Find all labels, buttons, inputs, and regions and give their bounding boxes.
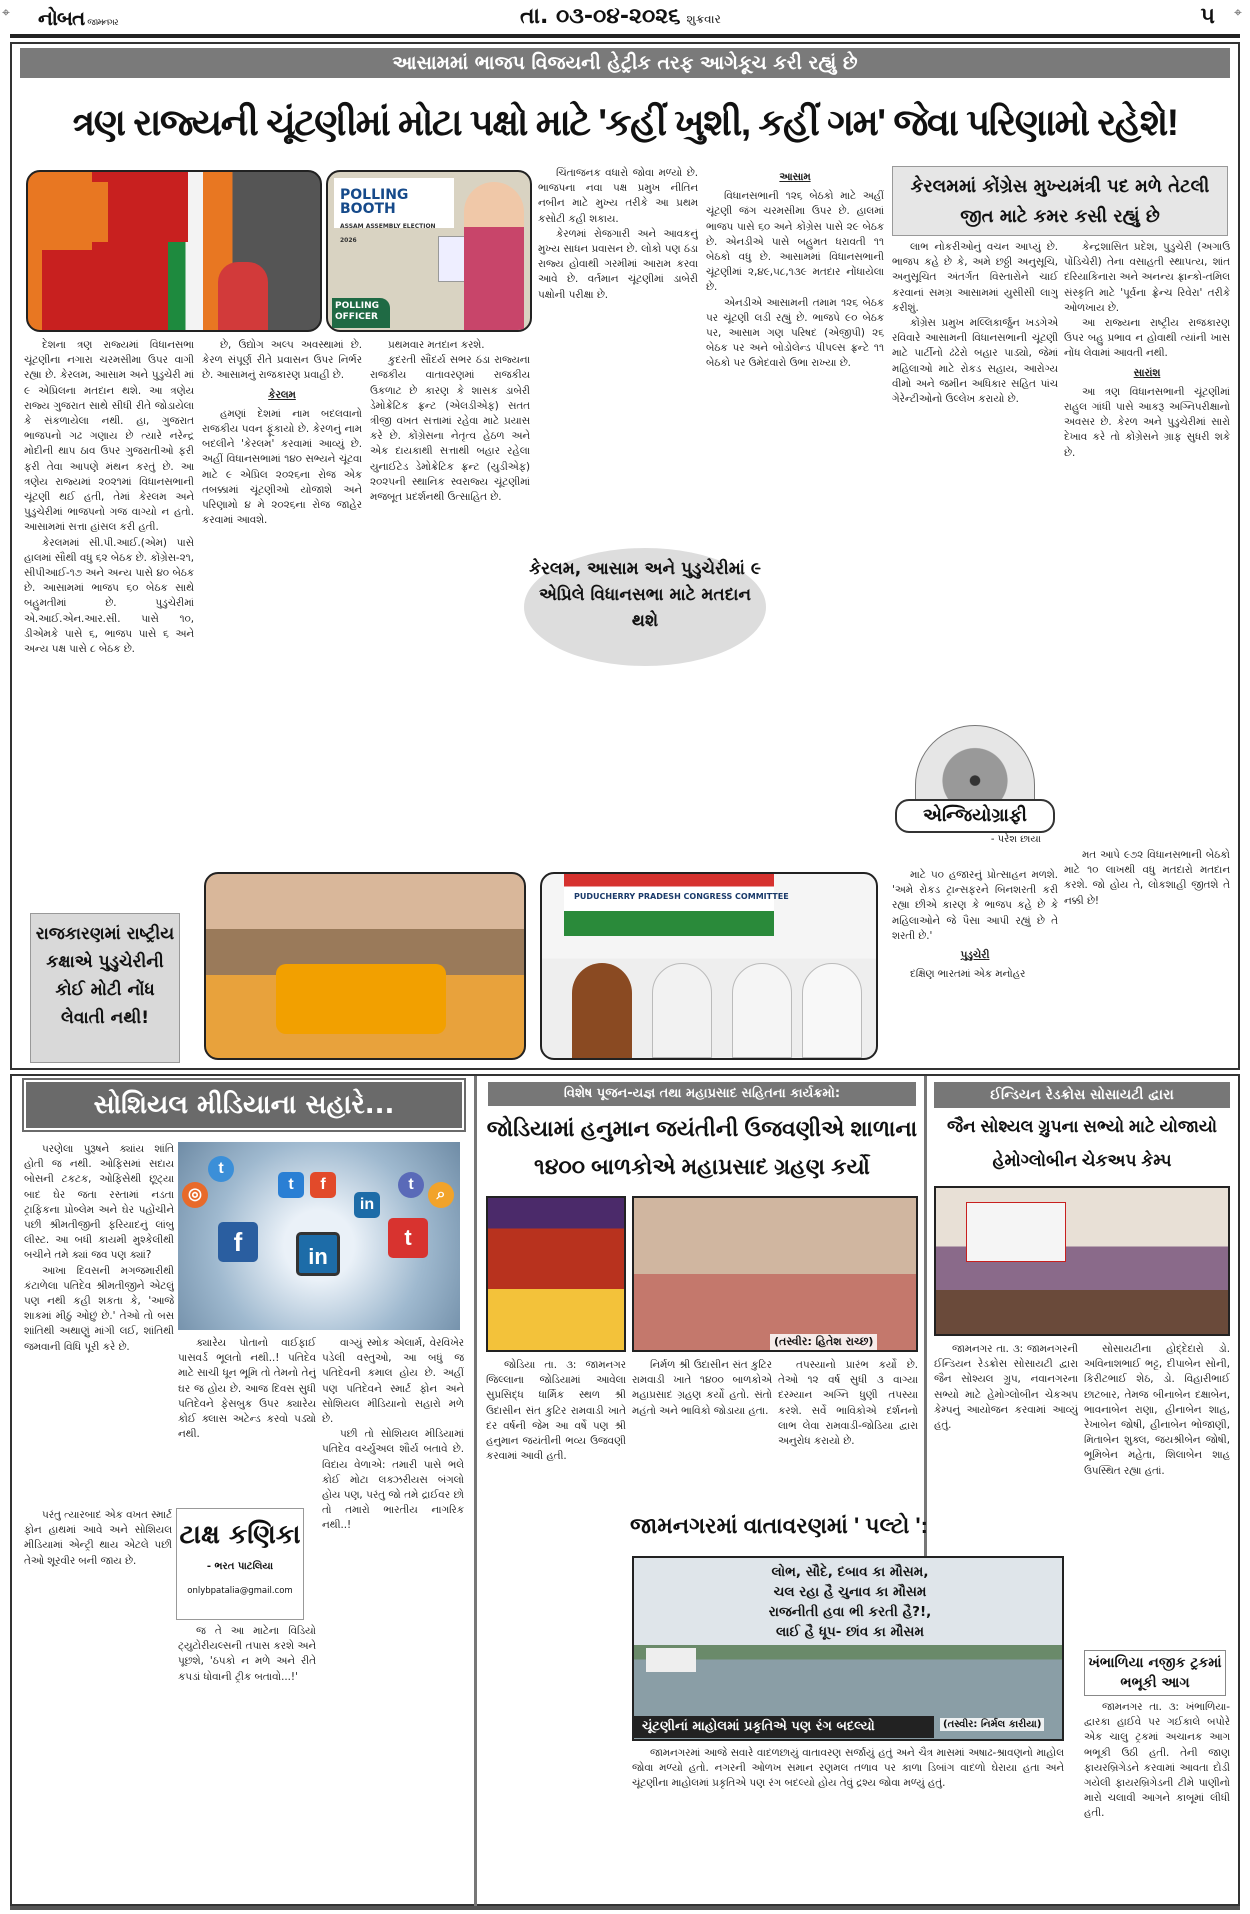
social-column-2b: જ તે આ માટેના વિડિયો ટ્યુટોરીયલ્સની તપાસ કરશે અને પૂછશે, 'ઠપકો ન મળે અને રીતે કપડાં ધોવાની ટ્રીક બતાવો...!' xyxy=(178,1625,316,1683)
jain-kicker: ઈન્ડિયન રેડક્રોસ સોસાયટી દ્વારા xyxy=(934,1082,1230,1108)
bjp-flag xyxy=(38,182,108,242)
instagram-icon: ◎ xyxy=(182,1182,208,1208)
subhead-kerala: કેરલમ xyxy=(268,388,296,401)
jain-column-1: જામનગર તા. ૩: જામનગરની ઈન્ડિયન રેડક્રોસ સોસાયટી દ્વારા જૈન સોશ્યલ ગ્રુપ, નવાનગરના સભ્યો માટે હેમોગ્લોબીન ચેકઅપ કેમ્પનું આયોજન કરવામાં આવ્યું હતું. xyxy=(934,1343,1078,1432)
twitter-icon: t xyxy=(278,1172,304,1198)
person-figure xyxy=(572,963,632,1058)
taksh-kanika-column-logo xyxy=(176,1508,304,1620)
lake-caption: ચૂંટણીનાં માહોલમાં પ્રકૃતિએ પણ રંગ બદલ્યો xyxy=(634,1716,934,1738)
jain-column-2: સોસાયટીના હોદ્દેદારો ડો. અવિનાશભાઈ ભટ્ટ, દીપાબેન સોની, કિરીટભાઈ શેઠ, ડો. વિહારીભાઈ છાટબાર, તેમજ બીનાબેન દક્ષાબેન, ભાવનાબેન રાણા, હીનાબેન શાહ, રેખાબેન જોષી, હીનાબેન ભોજાણી, મિતાબેન શુક્લ, જયશ્રીબેન જોષી, ભૂમિબેન મહેતા, શિલાબેન શાહ ઉપસ્થિત રહ્યા હતાં. xyxy=(1084,1343,1230,1477)
weather-headline: જામનગરમાં વાતાવરણમાં ' પલ્ટો ': xyxy=(630,1513,928,1538)
lead-column-9: મત આપે ૯૭૨ વિધાનસભાની બેઠકો માટે ૧૦ લાખથી વધુ મતદારો મતદાન કરશે. જો હોય તે, લોકશાહી જીતશે તે નક્કી છે! xyxy=(1064,849,1230,907)
social-column-1: પરણેલા પુરૂષને ક્યાંય શાંતિ હોતી જ નથી. ઓફિસમાં સદાય બોસની ટકટક, ઓફિસેથી છૂટ્યા બાદ ઘેર જતા રસ્તામાં નડતા ટ્રાફિકના પ્રોબ્લેમ અને ઘેર પહોંચીને પછી શ્રીમતીજીની ફરિયાદનું લાંબુ લીસ્ટ. આ બધી કાયમી મુશ્કેલીથી બચીને તમે ક્યાં જવ પણ ક્યાં? આખા દિવસની મગજમારીથી કંટાળેલા પતિદેવ શ્રીમતીજીને એટલું પણ નથી કહી શકતા કે, 'આજે શાકમાં મીઠું ઓછું છે.' તેઓ તો બસ શાંતિથી અથાણું માંગી લઈ, શાંતિથી જમવાની વિધિ પૂરી કરે છે. xyxy=(24,1143,174,1353)
page-bottom-rule xyxy=(10,1906,1240,1910)
lead-column-8: માટે ૫૦ હજારનું પ્રોત્સાહન મળશે. 'અમે રોકડ ટ્રાન્સફરને બિનશરતી કરી રહ્યા છીએ કારણ કે ભાજપ કહે છે કે મહિલાઓને જે પૈસા આપી રહ્યું છે તે શરતી છે.' પુડુચેરી દક્ષિણ ભારતમાં એક મનોહર xyxy=(892,869,1058,981)
column-divider xyxy=(924,1076,927,1636)
fire-body: જામનગર તા. ૩: ખંભાળિયા-દ્વારકા હાઈવે પર ગઈકાલે બપોરે એક ચાલુ ટ્રકમાં અચાનક આગ ભભૂકી ઉઠી હતી. તેની જાણ ફાયરબ્રિગેડને કરવામાં આવતા દોડી ગયેલી ફાયરબ્રિગેડની ટીમે પાણીનો મારો ચલાવી આગને કાબૂમાં લીધી હતી. xyxy=(1084,1701,1230,1820)
weather-body: જામનગરમાં આજે સવારે વાદળછાયું વાતાવરણ સર્જાયું હતું અને ચૈત્ર માસમાં અષાઢ-શ્રાવણનો માહોલ જોવા મળ્યો હતો. નગરની ઓળખ સમાન રણમલ તળાવ પર કાળા ડિબાંગ વાદળો ઘેરાયા હતા અને ચૂંટણીના માહોલમાં પ્રકૃતિએ પણ રંગ બદલ્યો હોય તેવું દ્રશ્ય જોવા મળ્યું હતું. xyxy=(632,1747,1064,1790)
jain-headline: જૈન સોશ્યલ ગ્રુપના સભ્યો માટે યોજાયો હેમોગ્લોબીન ચેકઅપ કેમ્પ xyxy=(946,1117,1218,1170)
facebook-icon: f xyxy=(218,1222,258,1262)
lead-headline: ત્રણ રાજ્યની ચૂંટણીમાં મોટા પક્ષો માટે 'કહીં ખુશી, કહીં ગમ' જેવા પરિણામો રહેશે! xyxy=(72,102,1178,143)
person-figure xyxy=(802,963,862,1058)
polling-booth-sign: POLLING BOOTH ASSAM ASSEMBLY ELECTION 2026 xyxy=(334,178,454,228)
column-title: ટાક્ષ કણિકા xyxy=(179,1520,301,1550)
mahaprasad-photo xyxy=(632,1196,918,1352)
kerala-subdeck: કેરલમમાં કોંગ્રેસ મુખ્યમંત્રી પદ મળે તેટલી જીત માટે કમર કસી રહ્યું છે xyxy=(892,166,1228,236)
lead-kicker: આસામમાં ભાજપ વિજયની હેટ્રીક તરફ આગેકૂચ કરી રહ્યું છે xyxy=(20,48,1230,78)
press-conference-photo xyxy=(540,872,878,1060)
column-email: onlybpatalia@gmail.com xyxy=(187,1586,293,1596)
fire-headline: ખંભાળિયા નજીક ટ્રકમાં ભભૂકી આગ xyxy=(1084,1650,1226,1696)
person-figure xyxy=(732,963,792,1058)
social-column-2: ક્યારેય પોતાનો વાઈફાઈ પાસવર્ડ ભૂલતો નથી..! પતિદેવ માટે સાચી ધૂન ભૂમિ તો તેમનો તેનું ઘર જ હોય છે. આજ દિવસ સુધી પતિદેવને ફેસબુક ઉપર ક્યારેય કોઈ ક્લાસ અટેન્ડ કરવો પડ્યો નથી. xyxy=(178,1337,316,1441)
logo-text: નોબત xyxy=(38,6,85,30)
polling-date-callout: કેરલમ, આસામ અને પુડુચેરીમાં ૯ એપ્રિલે વિધાનસભા માટે મતદાન થશે xyxy=(524,548,766,666)
twitter-icon: t xyxy=(208,1156,234,1182)
subhead-assam: આસામ xyxy=(779,171,811,183)
red-flag xyxy=(42,250,110,330)
camp-banner xyxy=(966,1202,1066,1262)
cpim-flag xyxy=(128,172,188,242)
party-flags-photo xyxy=(26,170,322,332)
social-media-headline: સોશિયલ મીડિયાના સહારે... xyxy=(24,1080,464,1130)
photo-credit: (તસ્વીર: હિતેશ રાચ્છ) xyxy=(770,1334,877,1350)
date-text: તા. ૦૩-૦૪-૨૦૨૬ xyxy=(520,4,681,29)
issue-date xyxy=(520,4,721,29)
lead-column-4: ચિંતાજનક વધારો જોવા મળ્યો છે. ભાજપના નવા પક્ષ પ્રમુખ નીતિન નબીન માટે મુખ્ય તરીકે આ પ્રથમ કસોટી કહી શકાય. કેરળમાં રોજગારી અને આવકનું મુખ્ય સાધન પ્રવાસન છે. લોકો પણ ઠંડા રાજ્ય હોવાથી ગરમીમાં આરામ કરવા આવે છે. વર્તમાન ચૂંટણીમાં ડાબેરી પક્ષોની પરીક્ષા છે. xyxy=(538,167,698,301)
newspaper-logo xyxy=(38,6,118,30)
social-column-1b: પરંતુ ત્યારબાદ એક વખત સ્માર્ટ ફોન હાથમાં આવે અને સોશિયલ મીડિયામાં એન્ટ્રી થાય એટલે પછી તેઓ શૂરવીર બની જાય છે. xyxy=(24,1509,172,1567)
search-icon: ⌕ xyxy=(428,1182,454,1208)
jodiya-kicker: વિશેષ પૂજન-યજ્ઞ તથા મહાપ્રસાદ સહિતના કાર્યક્રમો: xyxy=(488,1082,916,1106)
column-divider xyxy=(474,1076,477,1906)
day-text: શુક્રવાર xyxy=(686,12,721,26)
facebook-icon: f xyxy=(310,1172,336,1198)
rally-photo xyxy=(204,872,526,1060)
registration-mark-icon: ⌖ xyxy=(1234,5,1242,21)
social-media-collage xyxy=(178,1142,460,1330)
twitter-icon: t xyxy=(398,1172,424,1198)
jodiya-headline: જોડિયામાં હનુમાન જયંતીની ઉજવણીએ શાળાના ૧૪૦૦ બાળકોએ મહાપ્રસાદ ગ્રહણ કર્યો xyxy=(486,1110,918,1192)
masthead-rule xyxy=(10,34,1240,38)
page-number: ૫ xyxy=(1200,4,1215,29)
palace-figure xyxy=(646,1648,696,1672)
jodiya-column-1: જોડિયા તા. ૩: જામનગર જિલ્લાના જોડિયામાં આવેલા સુપ્રસિદ્ધ ધાર્મિક સ્થળ શ્રી ઉદાસીન સંત કુટિર રામવાડી ખાતે દર વર્ષની જેમ આ વર્ષે પણ શ્રી હનુમાન જયંતીની ભવ્ય ઉજવણી કરવામાં આવી હતી. xyxy=(486,1359,626,1463)
pull-quote: રાજકારણમાં રાષ્ટ્રીય કક્ષાએ પુડુચેરીની કોઈ મોટી નોંધ લેવાતી નથી! xyxy=(30,913,180,1063)
lake-photo-credit: (તસ્વીર: નિર્મલ કારીયા) xyxy=(940,1718,1044,1731)
polling-booth-photo xyxy=(326,170,532,332)
lead-column-5: આસામ વિધાનસભાની ૧૨૬ બેઠકો માટે અહીં ચૂંટણી જંગ ચરમસીમા ઉપર છે. હાલમાં ભાજપ પાસે ૬૦ અને કોંગ્રેસ પાસે ૨૯ બેઠક છે. એનડીએ પાસે બહુમત ધરાવતી ૧૧ બેઠકો વધુ છે. આસામમાં વિધાનસભાની ચૂંટણીમાં ૨,૪૯,૫૮,૧૩૯ મતદાર નોંધાયેલા છે. એનડીએ આસામની તમામ ૧૨૬ બેઠક પર ચૂંટણી લડી રહ્યું છે. ભાજપે ૯૦ બેઠક પર, આસામ ગણ પરિષદ (એજીપી) ૨૬ બેઠક પર અને બોડોલેન્ડ પીપલ્સ ફ્રન્ટે ૧૧ બેઠકો પર ઉમેદવારો ઉભા રાખ્યા છે. xyxy=(706,171,884,370)
person-figure xyxy=(218,262,268,332)
jodiya-column-2: નિર્મળ શ્રી ઉદાસીન સંત કુટિર રામવાડી ખાતે ૧૪૦૦ બાળકોએ મહાપ્રસાદ ગ્રહણ કર્યો હતો. સંતો મહંતો અને ભાવિકો જોડાયા હતા. xyxy=(632,1359,772,1417)
masthead xyxy=(0,0,1250,36)
weather-poem: લોભ, સૌદે, દબાવ કા મૌસમ, ચલ રહા હૈ ચુનાવ કા મૌસમ રાજનીતી હવા ભી કરતી હૈ?!, લાઈ હૈ ધૂપ- છાંવ કા મૌસમ xyxy=(768,1564,932,1640)
lead-column-7: કેન્દ્રશાસિત પ્રદેશ, પુડુચેરી (અગાઉ પોંડિચેરી) તેના વસાહતી સ્થાપત્ય, શાંત દરિયાકિનારા અને અનન્ય ફ્રાન્કો-તમિલ સંસ્કૃતિ માટે 'પૂર્વના ફ્રેન્ચ રિવેરા' તરીકે ઓળખાય છે. આ રાજ્યના રાષ્ટ્રીય રાજકારણ ઉપર બહુ પ્રભાવ ન હોવાથી ત્યાંની ખાસ નોંધ લેવામાં આવતી નથી. સારાંશ આ ત્રણ વિધાનસભાની ચૂંટણીમાં રાહુલ ગાંધી પાસે આકરૂ અગ્નિપરીક્ષાનો અવસર છે. કેરળ અને પુડુચેરીમાં સારો દેખાવ કરે તો કોંગ્રેસને ગ્રાફ સુધરી શકે છે. xyxy=(1064,241,1230,459)
column-byline: - ભરત પાટલિયા xyxy=(206,1561,274,1572)
hanuman-idol-photo xyxy=(486,1196,626,1352)
lead-column-6: લાભ નોકરીઓનું વચન આપ્યું છે. ભાજપ કહે છે કે, અમે છઠ્ઠી અનુસૂચિ, અનુસૂચિત અંતર્ગત વિસ્તારોને ચાઈ કરવાનાં સમગ્ર આસામમાં યુસીસી લાગુ કરીશું. કોંગ્રેસ પ્રમુખ મલ્લિકાર્જુન ખડગેએ રવિવારે આસામની વિધાનસભાની ચૂંટણી માટે પાર્ટીનો ઢંઢેરો બહાર પાડ્યો, જેમાં મહિલાઓ માટે રોકડ સહાય, આરોગ્ય વીમો અને જમીન અધિકાર સહિત પાંચ ગેરેન્ટીઓનો ઉલ્લેખ કરાયો છે. xyxy=(892,241,1058,406)
twitter-icon: t xyxy=(388,1218,428,1258)
polling-officer-tag: POLLING OFFICER xyxy=(332,298,390,328)
linkedin-icon: in xyxy=(296,1232,340,1276)
decorated-vehicle xyxy=(276,964,446,1034)
lead-column-2: છે, ઉદ્યોગ અલ્પ અવસ્થામાં છે. કેરળ સંપૂર્ણ રીતે પ્રવાસન ઉપર નિર્ભર છે. આસામનું રાજકારણ પ્રવાહી છે. કેરલમ હમણાં દેશમાં નામ બદલવાનો રાજકીય પવન ફૂંકાયો છે. કેરળનું નામ બદલીને 'કેરલમ' કરવામાં આવ્યું છે. અહીં વિધાનસભામાં ૧૪૦ સભ્યને ચૂંટવા માટે ૯ એપ્રિલ ૨૦૨૬ના રોજ એક તબક્કામાં ચૂંટણીઓ યોજાશે અને પરિણામો ૪ મે ૨૦૨૬ના રોજ જાહેર કરવામાં આવશે. xyxy=(202,339,362,527)
person-figure xyxy=(652,963,712,1058)
angiography-column-logo xyxy=(895,725,1055,863)
lead-column-1: દેશના ત્રણ રાજ્યમાં વિધાનસભા ચૂંટણીના નગારા ચરમસીમા ઉપર વાગી રહ્યા છે. કેરલમ, આસામ અને પુડુચેરી માં ૯ એપ્રિલના મતદાન થશે. આ ત્રણેય રાજ્ય ગુજરાત સાથે સીધી રીતે જોડાયેલા કે સંકળાયેલા નથી. હા, ગુજરાત ભાજપનો ગઢ ગણાય છે ત્યારે નરેન્દ્ર મોદીની થાપ ઠાવ ઉપર ગુજરાતીઓ ફરી ફરી તેવા આપણે મંથન કરતું છે. આ ત્રણેય રાજ્યમાં ૨૦૨૧માં વિધાનસભાની ચૂંટણી થઈ હતી, તેમાં કેરલમ અને પુડુચેરીમાં ભાજપનો ગજ વાગ્યો ન હતો. આસામમાં સત્તા હાંસલ કરી હતી. કેરલમમાં સી.પી.આઈ.(એમ) પાસે હાલમાં સૌથી વધુ ૬૨ બેઠક છે. કોંગ્રેસ-૨૧, સીપીઆઈ-૧૭ અને અન્ય પાસે ૪૦ બેઠક છે. આસામમાં ભાજપ ૬૦ બેઠક સાથે બહુમતીમાં છે. પુડુચેરીમાં એ.આઈ.એન.આર.સી. પાસે ૧૦, ડીએમકે પાસે ૬, ભાજપ પાસે ૬ અને અન્ય પક્ષ પાસે ૮ બેઠક છે. xyxy=(24,339,194,656)
social-column-3: વાગ્યું સ્મોક એલાર્મ, વેરવિખેર પડેલી વસ્તુઓ, આ બધું જ પતિદેવની કમાલ હોય છે. અહીં પણ પતિદેવને સ્માર્ટ ફોન અને સોશિયલ મીડિયાનો સહારો મળે છે. પછી તો સોશિયલ મીડિયામાં પતિદેવ વર્ચ્યુઅલ શૌર્ય બતાવે છે. વિદાય વેળાએ: તમારી પાસે ભલે કોઈ મોટા લક્ઝરીયસ બંગલો હોય પણ, પરંતુ જો તમે દ્રાઈવર છો તો તમારો ભારતીય નાગરિક નથી..! xyxy=(322,1337,464,1532)
column-title: એન્જિયોગ્રાફી xyxy=(895,799,1055,833)
polling-officer-figure xyxy=(464,182,524,332)
subhead-puducherry: પુડુચેરી xyxy=(960,949,990,962)
congress-banner: PUDUCHERRY PRADESH CONGRESS COMMITTEE xyxy=(564,874,774,936)
hemoglobin-camp-photo xyxy=(934,1186,1230,1336)
lead-column-3: પ્રથમવાર મતદાન કરશે. કુદરતી સૌંદર્ય સભર ઠંડા રાજ્યના રાજકીય વાતાવરણમાં રાજકીય ઉકળાટ છે કારણ કે શાસક ડાબેરી ડેમોક્રેટિક ફ્રન્ટ (એલડીએફ) સતત ત્રીજી વખત સત્તામાં રહેવા માટે પ્રયાસ કરે છે. કોંગ્રેસના નેતૃત્વ હેઠળ અને એક દાયકાથી સત્તાથી બહાર રહેલા યુનાઈટેડ ડેમોક્રેટિક ફ્રન્ટ (યુડીએફ) ૨૦૨૫ની સ્થાનિક સ્વરાજ્ય ચૂંટણીમાં મજબૂત પ્રદર્શનથી ઉત્સાહિત છે. xyxy=(370,339,530,504)
jodiya-column-3: તપસ્યાનો પ્રારંભ કર્યો છે. તેઓ ૧૨ વર્ષ સુધી ૩ વાગ્યા દરમ્યાન અગ્નિ ધુણી તપસ્યા કરશે. સર્વે ભાવિકોએ દર્શનનો લાભ લેવા રામવાડી-જોડિયા દ્વારા અનુરોધ કરાયો છે. xyxy=(778,1359,918,1448)
linkedin-icon: in xyxy=(354,1192,380,1218)
logo-city: જામનગર xyxy=(87,18,118,28)
subhead-summary: સારાંશ xyxy=(1133,366,1161,379)
registration-mark-icon: ⌖ xyxy=(2,5,10,21)
column-byline: - પરેશ છાયા xyxy=(990,834,1041,845)
vein-tree-icon xyxy=(915,725,1035,805)
